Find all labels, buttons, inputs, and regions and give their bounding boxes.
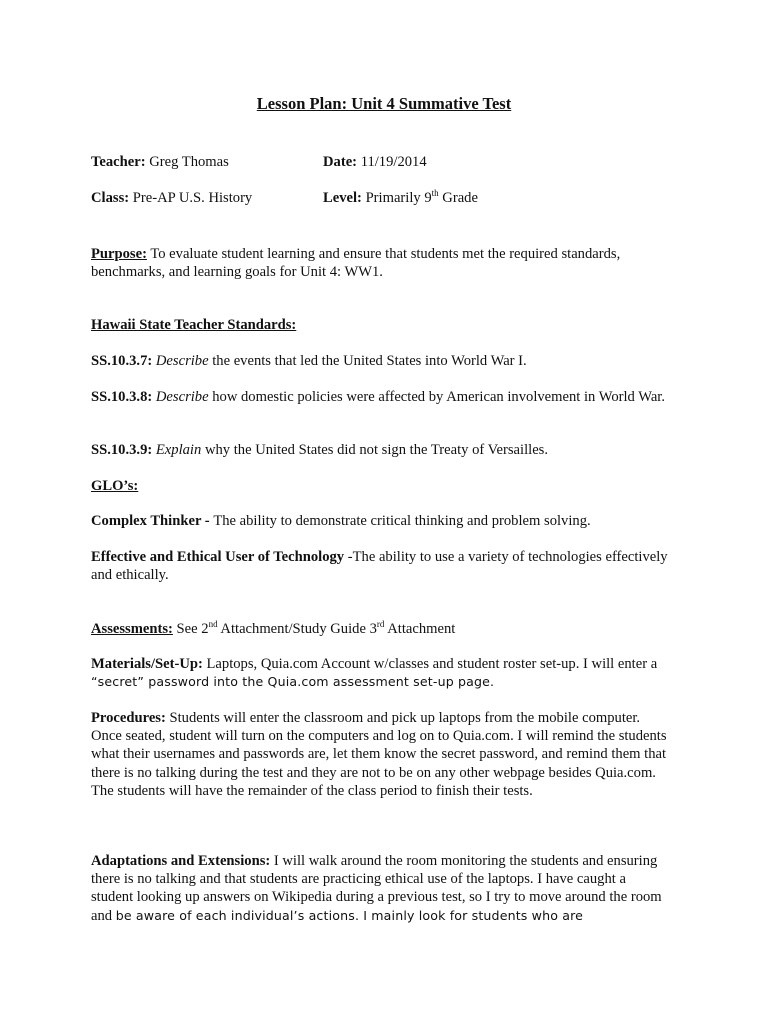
adaptations-label: Adaptations and Extensions: xyxy=(91,853,271,869)
procedures-label: Procedures: xyxy=(91,710,166,726)
date-field xyxy=(323,154,427,171)
glo-item: Effective and Ethical User of Technology -The ability to use a variety of technologies effectively and ethically. xyxy=(91,549,668,584)
class-value: Pre-AP U.S. History xyxy=(132,190,253,206)
adaptations-paragraph: Adaptations and Extensions: I will walk around the room monitoring the students and ensuring there is no talking and that students are practicing ethical use of the laptops. I have caught a student looking up answers on Wikipedia during a previous test, so I try to move around the room and be aware of each individual’s actions. I mainly look for students who are xyxy=(91,853,662,924)
standard-item: SS.10.3.9: Explain why the United States did not sign the Treaty of Versailles. xyxy=(91,442,549,458)
purpose-paragraph xyxy=(91,245,671,281)
class-level-row xyxy=(91,190,691,210)
date-label: Date: xyxy=(323,154,358,170)
assessments-paragraph: Assessments: See 2nd Attachment/Study Guide 3rd Attachment xyxy=(91,619,456,637)
standard-item: SS.10.3.8: Describe how domestic policies were affected by American involvement in World War. xyxy=(91,389,665,405)
standard-item: SS.10.3.7: Describe the events that led the United States into World War I. xyxy=(91,353,527,369)
materials-label: Materials/Set-Up: xyxy=(91,656,203,672)
teacher-label: Teacher: xyxy=(91,154,146,170)
teacher-date-row xyxy=(91,154,691,174)
glo-item: Complex Thinker - The ability to demonstrate critical thinking and problem solving. xyxy=(91,513,591,529)
date-value: 11/19/2014 xyxy=(360,154,427,170)
class-field xyxy=(91,190,252,207)
teacher-field xyxy=(91,154,229,171)
assessments-label: Assessments: xyxy=(91,621,173,637)
level-label: Level: xyxy=(323,190,362,206)
level-field xyxy=(323,190,478,207)
glo-heading: GLO’s: xyxy=(91,478,139,494)
standards-heading: Hawaii State Teacher Standards: xyxy=(91,317,297,333)
level-value: Primarily 9th Grade xyxy=(365,188,478,206)
teacher-value: Greg Thomas xyxy=(149,154,229,170)
purpose-text: To evaluate student learning and ensure that students met the required standards, benchmarks, and learning goals for Unit 4: WW1. xyxy=(91,246,621,281)
class-label: Class: xyxy=(91,190,130,206)
materials-paragraph: Materials/Set-Up: Laptops, Quia.com Account w/classes and student roster set-up. I will enter a “secret” password into the Quia.com assessment set-up page. xyxy=(91,656,658,690)
page-title: Lesson Plan: Unit 4 Summative Test xyxy=(256,94,512,113)
procedures-paragraph: Procedures: Students will enter the classroom and pick up laptops from the mobile computer. Once seated, student will turn on the computers and log on to Quia.com. I will remind the students what their usernames and passwords are, let them know the secret password, and remind them that there is no talking during the test and they are not to be on any other webpage besides Quia.com. The students will have the remainder of the class period to finish their tests. xyxy=(91,710,667,799)
purpose-label: Purpose: xyxy=(91,246,147,262)
